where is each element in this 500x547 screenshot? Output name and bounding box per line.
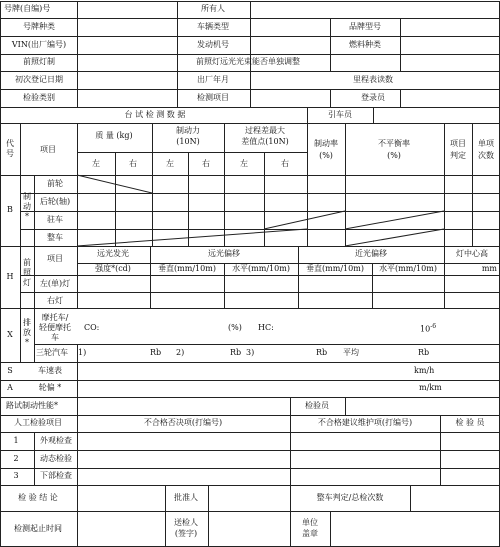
- manufacture-date-label: 出厂年月: [197, 75, 229, 84]
- guide-label: 引车员: [328, 110, 352, 119]
- headlamp-item-header: 项目: [47, 254, 63, 263]
- exhaust-label: 排放*: [23, 318, 31, 347]
- bench-title: 台 试 检 测 数 据: [124, 110, 186, 119]
- imbalance-header: 不平衡率: [378, 139, 410, 148]
- hc-label: HC:: [258, 323, 274, 332]
- mass-right: 右: [129, 159, 137, 168]
- code-header: 代号: [6, 139, 14, 158]
- high-horizontal-header: 水平(mm/10m): [232, 264, 290, 273]
- mass-header: 质 量 (kg): [95, 131, 133, 140]
- fail-items-header: 不合格否决项(打编号): [143, 418, 223, 427]
- hc-unit-exp: -6: [430, 323, 437, 330]
- moto-label-2: 轻便摩托: [39, 323, 71, 332]
- inspection-type-label: 检验类别: [23, 93, 55, 102]
- headlamp-label: 前照灯: [23, 258, 31, 287]
- center-height-unit: mm: [481, 264, 497, 273]
- brake-force-header: 制动力: [176, 126, 200, 135]
- diff-left: 左: [240, 159, 248, 168]
- sender-sign-label: (签字): [174, 529, 198, 538]
- item-header: 项目: [40, 145, 56, 154]
- manual-row-2-name: 动态检验: [40, 454, 72, 463]
- speed-code: S: [7, 366, 13, 375]
- wheel-code: A: [7, 383, 13, 392]
- center-height-header: 灯中心高: [456, 249, 488, 258]
- headlamp-code: H: [6, 272, 14, 281]
- exhaust-code: X: [7, 330, 13, 339]
- odometer-label: 里程表读数: [353, 75, 393, 84]
- item-judge-header: 项目: [450, 139, 466, 148]
- force-left: 左: [166, 159, 174, 168]
- sender-label: 送检人: [174, 518, 198, 527]
- road-inspector-label: 检验员: [305, 401, 329, 410]
- manual-row-1-no: 1: [13, 436, 19, 445]
- manual-row-1-name: 外观检查: [40, 436, 72, 445]
- speedometer-label: 车速表: [38, 366, 62, 375]
- retest-header2: 次数: [478, 151, 494, 160]
- process-diff-header: 过程差最大: [245, 126, 285, 135]
- low-offset-header: 近光偏移: [355, 249, 387, 258]
- brand-model-label: 品牌型号: [349, 22, 381, 31]
- rb-reading-3-label: 3): [246, 348, 255, 357]
- speed-unit: km/h: [414, 366, 435, 375]
- rb-unit-1: Rb: [150, 348, 162, 357]
- road-brake-label: 路试制动性能*: [6, 401, 58, 410]
- test-items-label: 检测项目: [197, 93, 229, 102]
- brake-row-front: 前轮: [47, 179, 63, 188]
- headlamp-row-right: 右灯: [47, 296, 63, 305]
- brake-row-parking: 驻车: [47, 215, 63, 224]
- moto-label-3: 车: [51, 333, 59, 342]
- moto-label-1: 摩托车/: [41, 313, 69, 322]
- brake-row-total: 整车: [47, 233, 63, 242]
- headlamp-adjust-label: 前照灯远光光束能否单独调整: [196, 57, 300, 66]
- high-offset-header: 远光偏移: [208, 249, 240, 258]
- manual-items-header: 人工检验项目: [14, 418, 62, 427]
- tricycle-label: 三轮汽车: [36, 348, 68, 357]
- brake-force-unit: (10N): [176, 137, 200, 146]
- plate-label: 号牌(自编)号: [4, 4, 51, 13]
- advice-items-header: 不合格建议维护项(打编号): [317, 418, 413, 427]
- rb-unit-avg: Rb: [418, 348, 430, 357]
- headlamp-row-left: 左(单)灯: [39, 279, 71, 288]
- brake-rate-unit: (%): [319, 151, 333, 160]
- wheel-alignment-label: 轮偏 *: [38, 383, 62, 392]
- retest-header: 单项: [478, 139, 494, 148]
- high-beam-header: 远光发光: [97, 249, 129, 258]
- conclusion-label: 检 验 结 论: [18, 493, 58, 502]
- vin-label: VIN(出厂编号): [11, 40, 67, 49]
- co-unit: (%): [228, 323, 242, 332]
- unit-label: 单位: [302, 518, 318, 527]
- seal-label: 盖章: [302, 529, 318, 538]
- wheel-unit: m/km: [419, 383, 442, 392]
- approver-label: 批准人: [174, 493, 198, 502]
- vehicle-type-label: 车辆类型: [197, 22, 229, 31]
- manual-row-3-name: 下部检查: [40, 471, 72, 480]
- diff-right: 右: [281, 159, 289, 168]
- manual-row-3-no: 3: [13, 471, 19, 480]
- rb-unit-2: Rb: [230, 348, 242, 357]
- process-diff-header2: 差值点(10N): [241, 137, 289, 146]
- manual-inspector-header: 检 验 员: [455, 418, 485, 427]
- hc-unit: [420, 324, 436, 334]
- hc-unit-base: 10: [420, 324, 431, 334]
- period-label: 检测起止时间: [14, 524, 62, 533]
- manual-row-2-no: 2: [13, 454, 19, 463]
- rb-average-label: 平均: [343, 348, 359, 357]
- high-vertical-header: 垂直(mm/10m): [158, 264, 216, 273]
- intensity-header: 强度*(cd): [95, 264, 131, 273]
- mass-left: 左: [92, 159, 100, 168]
- plate-type-label: 号牌种类: [23, 22, 55, 31]
- brake-rate-header: 制动率: [314, 139, 338, 148]
- low-horizontal-header: 水平(mm/10m): [379, 264, 437, 273]
- force-right: 右: [202, 159, 210, 168]
- headlamp-system-label: 前照灯制: [23, 57, 55, 66]
- imbalance-unit: (%): [387, 151, 401, 160]
- owner-label: 所有人: [201, 4, 225, 13]
- fuel-type-label: 燃料种类: [349, 40, 381, 49]
- brake-code: B: [7, 205, 13, 214]
- co-label: CO:: [84, 323, 100, 332]
- brake-row-rear: 后轮(轴): [39, 197, 71, 206]
- total-judgment-label: 整车判定/总检次数: [316, 493, 384, 502]
- low-vertical-header: 垂直(mm/10m): [306, 264, 364, 273]
- rb-reading-1-label: 1): [78, 348, 87, 357]
- item-judge-header2: 判定: [450, 151, 466, 160]
- rb-unit-3: Rb: [316, 348, 328, 357]
- registrar-label: 登录员: [361, 93, 385, 102]
- engine-no-label: 发动机号: [197, 40, 229, 49]
- first-reg-date-label: 初次登记日期: [15, 75, 63, 84]
- brake-label: 制动*: [23, 192, 31, 221]
- rb-reading-2-label: 2): [176, 348, 185, 357]
